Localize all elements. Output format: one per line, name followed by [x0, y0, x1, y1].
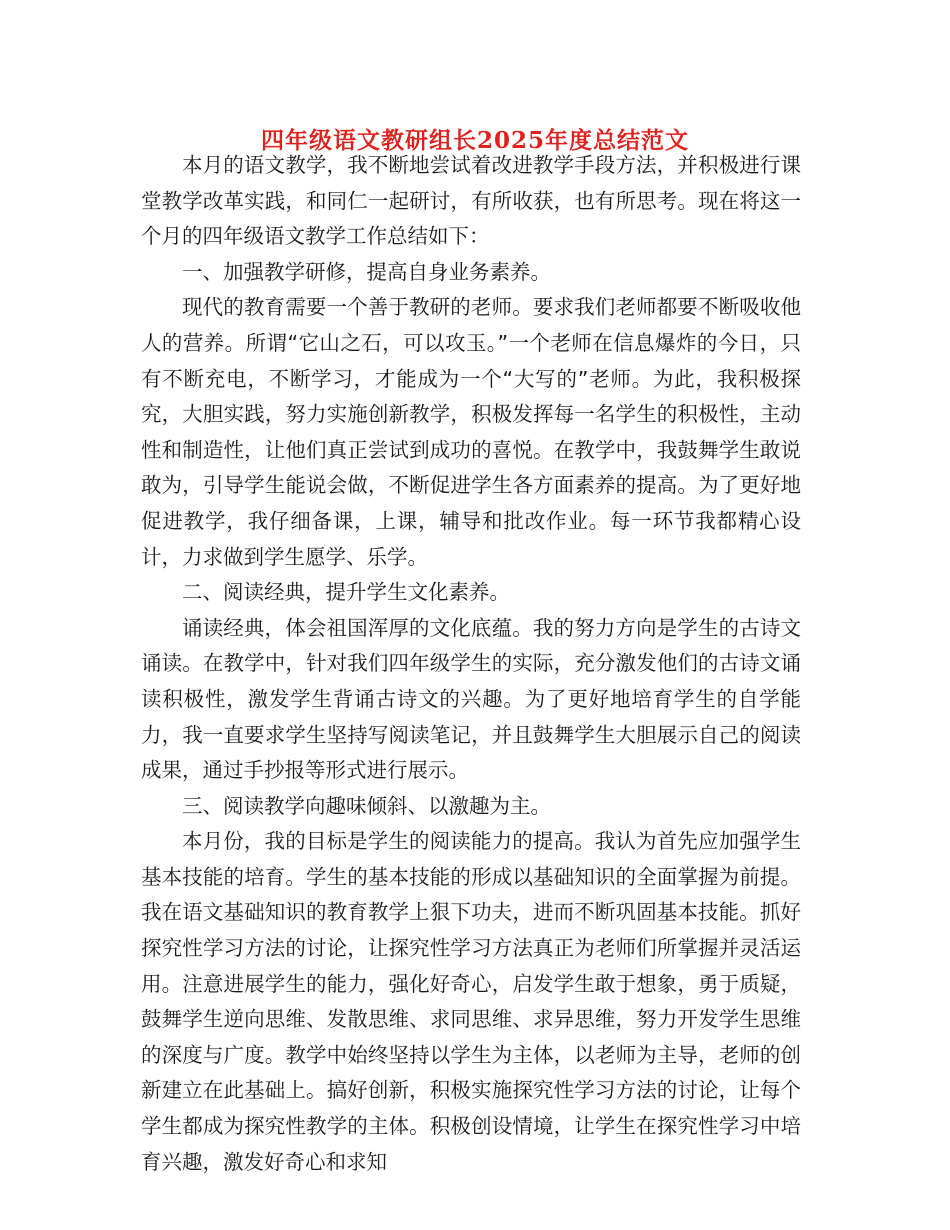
- paragraph-section-1: 现代的教育需要一个善于教研的老师。要求我们老师都要不断吸收他人的营养。所谓“它山之石，可以攻玉。”一个老师在信息爆炸的今日，只有不断充电，不断学习，才能成为一个“大写的”老师。为此，我积极探究，大胆实践，努力实施创新教学，积极发挥每一名学生的积极性，主动性和制造性，让他们真正尝试到成功的喜悦。在教学中，我鼓舞学生敢说敢为，引导学生能说会做，不断促进学生各方面素养的提高。为了更好地促进教学，我仔细备课，上课，辅导和批改作业。每一环节我都精心设计，力求做到学生愿学、乐学。: [141, 295, 801, 569]
- paragraph-section-3: 本月份，我的目标是学生的阅读能力的提高。我认为首先应加强学生基本技能的培育。学生的基本技能的形成以基础知识的全面掌握为前提。我在语文基础知识的教育教学上狠下功夫，进而不断巩固基本技能。抓好探究性学习方法的讨论，让探究性学习方法真正为老师们所掌握并灵活运用。注意进展学生的能力，强化好奇心，启发学生敢于想象，勇于质疑，鼓舞学生逆向思维、发散思维、求同思维、求异思维，努力开发学生思维的深度与广度。教学中始终坚持以学生为主体，以老师为主导，老师的创新建立在此基础上。搞好创新，积极实施探究性学习方法的讨论，让每个学生都成为探究性教学的主体。积极创设情境，让学生在探究性学习中培育兴趣，激发好奇心和求知: [141, 829, 801, 1174]
- paragraph-section-2: 诵读经典，体会祖国浑厚的文化底蕴。我的努力方向是学生的古诗文诵读。在教学中，针对我们四年级学生的实际，充分激发他们的古诗文诵读积极性，激发学生背诵古诗文的兴趣。为了更好地培育学生的自学能力，我一直要求学生坚持写阅读笔记，并且鼓舞学生大胆展示自己的阅读成果，通过手抄报等形式进行展示。: [141, 615, 801, 783]
- section-heading-2: 二、阅读经典，提升学生文化素养。: [182, 580, 510, 605]
- document-title: 四年级语文教研组长2025年度总结范文: [260, 127, 689, 155]
- document-body: [141, 148, 801, 1180]
- section-heading-3: 三、阅读教学向趣味倾斜、以激趣为主。: [182, 793, 551, 818]
- paragraph-intro: 本月的语文教学，我不断地尝试着改进教学手段方法，并积极进行课堂教学改革实践，和同仁一起研讨，有所收获，也有所思考。现在将这一个月的四年级语文教学工作总结如下：: [141, 153, 801, 249]
- section-heading-1: 一、加强教学研修，提高自身业务素养。: [182, 259, 551, 284]
